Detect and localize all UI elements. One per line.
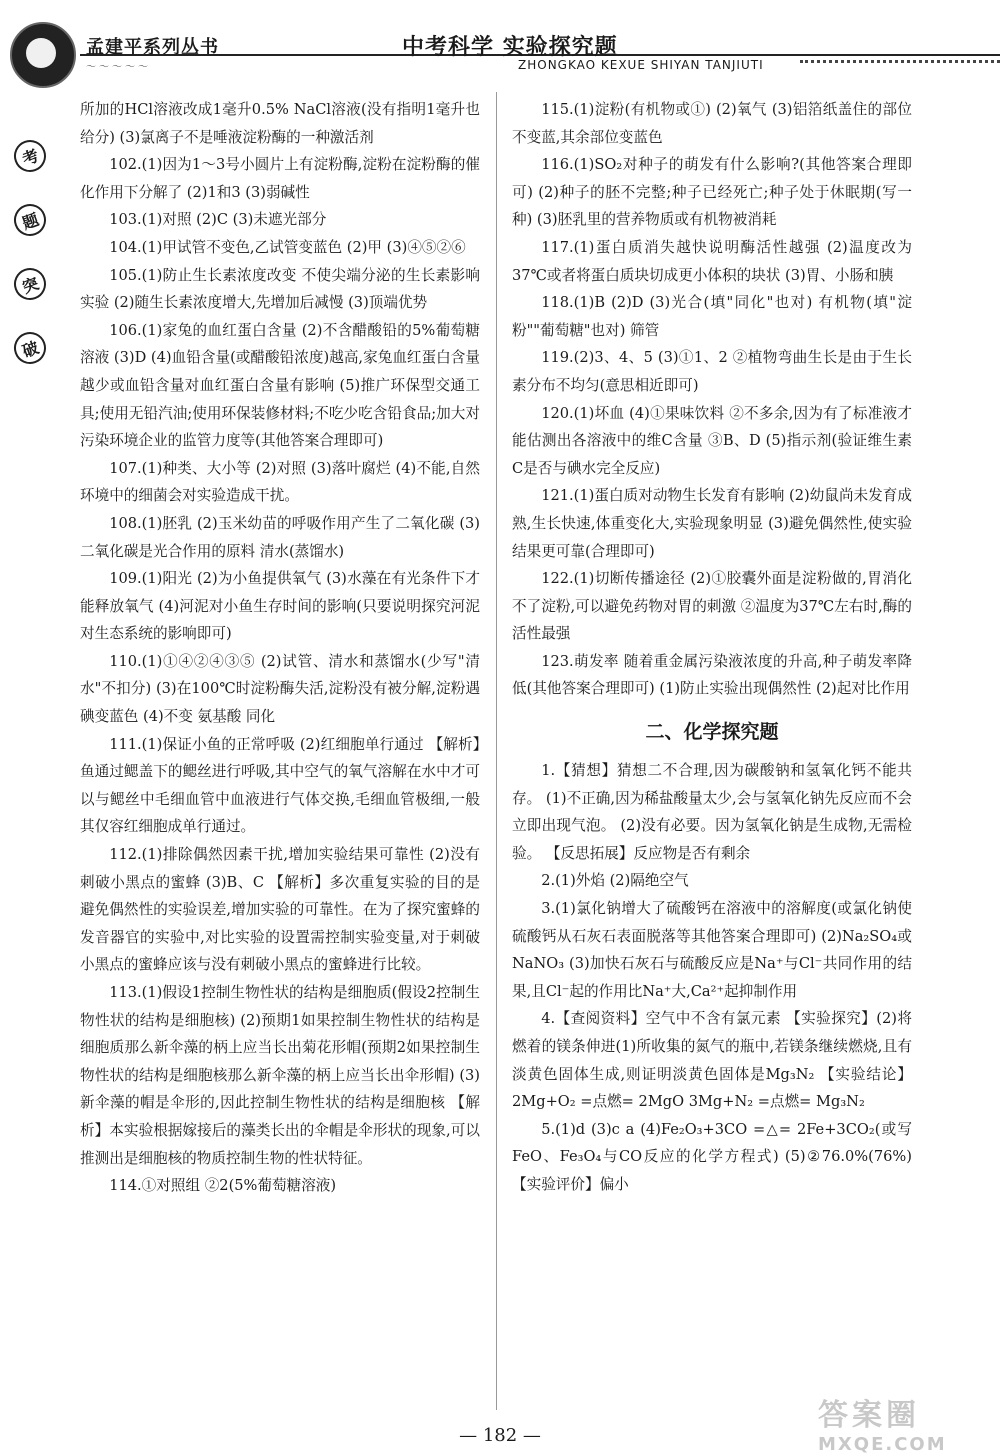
side-tab-ti: 题 — [9, 199, 50, 240]
answer-106: 106.(1)家兔的血红蛋白含量 (2)不含醋酸铅的5%葡萄糖溶液 (3)D (4)血铅含量(或醋酸铅浓度)越高,家兔血红蛋白含量越少或血铅含量对血红蛋白含量有影响 (5)推广环保型交通工具;使用无铅汽油;使用环保装修材料;不吃少吃含铅食品;加大对污染环境企业的监管力度等(其他答案合理即可) — [80, 321, 480, 450]
book-title-pinyin: ZHONGKAO KEXUE SHIYAN TANJIUTI — [518, 58, 764, 72]
chem-answer-5: 5.(1)d (3)c a (4)Fe₂O₃+3CO =△= 2Fe+3CO₂(或写FeO、Fe₃O₄与CO反应的化学方程式) (5)②76.0%(76%) 【实验评价】偏小 — [512, 1120, 912, 1193]
answer-111: 111.(1)保证小鱼的正常呼吸 (2)红细胞单行通过 【解析】鱼通过鳃盖下的鳃丝进行呼吸,其中空气的氧气溶解在水中才可以与鳃丝中毛细血管中血液进行气体交换,毛细血管极细,一般其仅容红细胞成单行通过。 — [80, 735, 480, 836]
answer-104: 104.(1)甲试管不变色,乙试管变蓝色 (2)甲 (3)④⑤②⑥ — [109, 238, 466, 256]
answer-122: 122.(1)切断传播途径 (2)①胶囊外面是淀粉做的,胃消化不了淀粉,可以避免药物对胃的刺激 ②温度为37℃左右时,酶的活性最强 — [512, 570, 912, 643]
side-tab-kao: 考 — [9, 135, 50, 176]
page-header — [0, 0, 1000, 80]
answer-113: 113.(1)假设1控制生物性状的结构是细胞质(假设2控制生物性状的结构是细胞核) (2)预期1如果控制生物性状的结构是细胞质那么新伞藻的柄上应当长出菊花形帽(预期2如果控制生物性状的结构是细胞核那么新伞藻的柄上应当长出伞形帽) (3)新伞藻的帽是伞形的,因此控制生物性状的结构是细胞核 【解析】本实验根据嫁接后的藻类长出的伞帽是伞形状的现象,可以推测出是细胞核的物质控制生物的性状特征。 — [80, 984, 480, 1167]
answer-119: 119.(2)3、4、5 (3)①1、2 ②植物弯曲生长是由于生长素分布不均匀(意思相近即可) — [512, 349, 912, 394]
book-title: 中考科学 实验探究题 — [402, 34, 618, 60]
answer-108: 108.(1)胚乳 (2)玉米幼苗的呼吸作用产生了二氧化碳 (3)二氧化碳是光合作用的原料 清水(蒸馏水) — [80, 514, 480, 560]
page-number: — 182 — — [459, 1425, 541, 1446]
side-tab-tu: 突 — [9, 263, 50, 304]
watermark-line-1: 答案圈 — [818, 1398, 920, 1433]
answer-114: 114.①对照组 ②2(5%葡萄糖溶液) — [109, 1177, 337, 1195]
answer-105: 105.(1)防止生长素浓度改变 不使尖端分泌的生长素影响实验 (2)随生长素浓度增大,先增加后减慢 (3)顶端优势 — [80, 266, 480, 312]
answer-paragraph: 所加的HCl溶液改成1毫升0.5% NaCl溶液(没有指明1毫升也给分) (3)氯离子不是唾液淀粉酶的一种激活剂 — [80, 101, 480, 146]
left-column — [80, 96, 480, 1200]
series-logo-icon — [10, 22, 76, 88]
answer-107: 107.(1)种类、大小等 (2)对照 (3)落叶腐烂 (4)不能,自然环境中的细菌会对实验造成干扰。 — [80, 459, 480, 505]
side-tab-po: 破 — [9, 327, 50, 368]
answer-110: 110.(1)①④②④③⑤ (2)试管、清水和蒸馏水(少写"清水"不扣分) (3)在100℃时淀粉酶失活,淀粉没有被分解,淀粉遇碘变蓝色 (4)不变 氨基酸 同化 — [80, 652, 480, 726]
answer-121: 121.(1)蛋白质对动物生长发育有影响 (2)幼鼠尚未发育成熟,生长快速,体重变化大,实验现象明显 (3)避免偶然性,使实验结果更可靠(合理即可) — [512, 487, 912, 560]
answer-103: 103.(1)对照 (2)C (3)未遮光部分 — [109, 211, 327, 229]
answer-115: 115.(1)淀粉(有机物或①) (2)氧气 (3)铝箔纸盖住的部位不变蓝,其余部位变蓝色 — [512, 101, 912, 146]
series-decoration: ～～～～～ — [86, 62, 151, 73]
answer-109: 109.(1)阳光 (2)为小鱼提供氧气 (3)水藻在有光条件下才能释放氧气 (4)河泥对小鱼生存时间的影响(只要说明探究河泥对生态系统的影响即可) — [80, 570, 480, 643]
chem-answer-3: 3.(1)氯化钠增大了硫酸钙在溶液中的溶解度(或氯化钠使硫酸钙从石灰石表面脱落等其他答案合理即可) (2)Na₂SO₄或NaNO₃ (3)加快石灰石与硫酸反应是Na⁺与Cl⁻共同作用的结果,且Cl⁻起的作用比Na⁺大,Ca²⁺起抑制作用 — [512, 900, 912, 1000]
right-column — [512, 96, 912, 1199]
answer-102: 102.(1)因为1～3号小圆片上有淀粉酶,淀粉在淀粉酶的催化作用下分解了 (2)1和3 (3)弱碱性 — [80, 156, 480, 201]
answer-118: 118.(1)B (2)D (3)光合(填"同化"也对) 有机物(填"淀粉""葡萄糖"也对) 筛管 — [512, 294, 912, 339]
answer-123: 123.萌发率 随着重金属污染液浓度的升高,种子萌发率降低(其他答案合理即可) (1)防止实验出现偶然性 (2)起对比作用 — [512, 652, 912, 698]
chem-answer-4: 4.【查阅资料】空气中不含有氯元素 【实验探究】(2)将燃着的镁条伸进(1)所收集的氮气的瓶中,若镁条继续燃烧,且有淡黄色固体生成,则证明淡黄色固体是Mg₃N₂ 【实验结论】2Mg+O₂ =点燃= 2MgO 3Mg+N₂ =点燃= Mg₃N₂ — [512, 1010, 912, 1111]
chem-answer-2: 2.(1)外焰 (2)隔绝空气 — [541, 872, 689, 890]
watermark — [818, 1390, 996, 1455]
series-name: 孟建平系列丛书 — [86, 37, 219, 58]
side-tabs — [8, 140, 48, 396]
answer-120: 120.(1)坏血 (4)①果味饮料 ②不多余,因为有了标准液才能估测出各溶液中的维C含量 ③B、D (5)指示剂(验证维生素C是否与碘水完全反应) — [512, 404, 912, 477]
watermark-line-2: MXQE.COM — [818, 1434, 947, 1455]
column-divider — [496, 92, 497, 1410]
section-title-chemistry: 二、化学探究题 — [645, 721, 779, 744]
chem-answer-1: 1.【猜想】猜想二不合理,因为碳酸钠和氢氧化钙不能共存。 (1)不正确,因为稀盐酸量太少,会与氢氧化钠先反应而不会立即出现气泡。 (2)没有必要。因为氢氧化钠是生成物,无需检验。 【反思拓展】反应物是否有剩余 — [512, 762, 912, 862]
answer-116: 116.(1)SO₂对种子的萌发有什么影响?(其他答案合理即可) (2)种子的胚不完整;种子已经死亡;种子处于休眠期(写一种) (3)胚乳里的营养物质或有机物被消耗 — [512, 156, 912, 229]
answer-117: 117.(1)蛋白质消失越快说明酶活性越强 (2)温度改为37℃或者将蛋白质块切成更小体积的块状 (3)胃、小肠和胰 — [512, 238, 912, 284]
answer-112: 112.(1)排除偶然因素干扰,增加实验结果可靠性 (2)没有刺破小黑点的蜜蜂 (3)B、C 【解析】多次重复实验的目的是避免偶然性的实验误差,增加实验的可靠性。在为了探究蜜蜂的发音器官的实验中,对比实验的设置需控制实验变量,对于刺破小黑点的蜜蜂应该与没有刺破小黑点的蜜蜂进行比较。 — [80, 846, 480, 974]
header-dotted-rule — [800, 60, 1000, 63]
